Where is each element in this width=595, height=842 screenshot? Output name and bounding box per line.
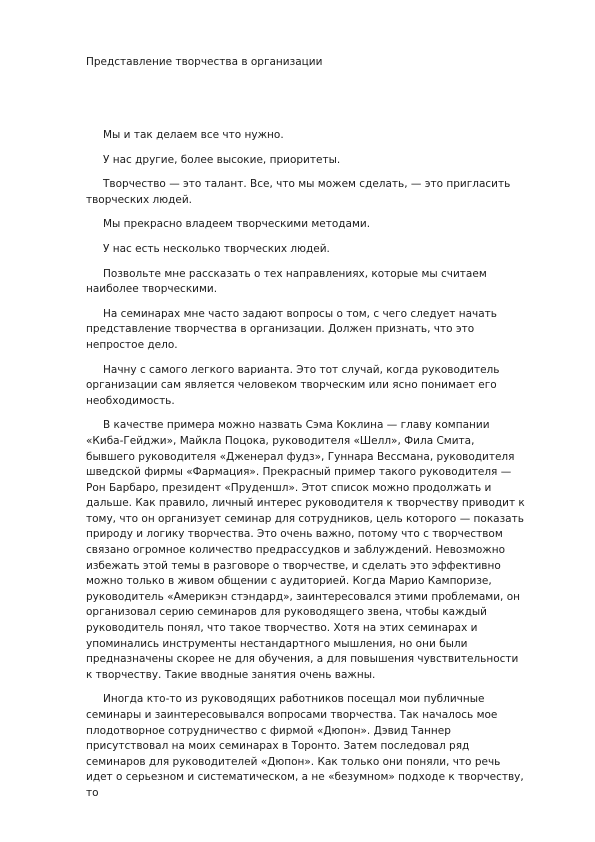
paragraph-2: У нас другие, более высокие, приоритеты. xyxy=(103,153,341,166)
paragraph-3: Творчество — это талант. Все, что мы можем сделать, — это пригласить творческих людей. xyxy=(86,178,511,206)
paragraph-10: Иногда кто-то из руководящих работников посещал мои публичные семинары и заинтересовывался вопросами творчества. Так началось мое плодотворное сотрудничество с фирмой «Дюпон». Дэвид Таннер присутствовал на моих семинарах в Торонто. Затем последовал ряд семинаров для руководителей «Дюпон». Как только они поняли, что речь идет о серьезном и систематическом, а не «безумном» подходе к творчеству, то xyxy=(86,693,524,799)
paragraph-8: Начну с самого легкого варианта. Это тот случай, когда руководитель организации сам является человеком творческим или ясно понимает его необходимость. xyxy=(86,363,500,407)
document-title: Представление творчества в организации xyxy=(86,56,323,68)
paragraph-1: Мы и так делаем все что нужно. xyxy=(103,129,284,141)
paragraph-9: В качестве примера можно назвать Сэма Коклина — главу компании «Киба-Гейджи», Майкла Поцока, руководителя «Шелл», Фила Смита, бывшего руководителя «Дженерал фудз», Гуннара Вессмана, руководителя шведской фирмы «Фармация». Прекрасный пример такого руководителя — Рон Барбаро, президент «Пруденшл». Этот список можно продолжать и дальше. Как правило, личный интерес руководителя к творчеству приводит к тому, что он организует семинар для сотрудников, цель которого — показать природу и логику творчества. Это очень важно, потому что с творчеством связано огромное количество предрассудков и заблуждений. Невозможно избежать этой темы в разговоре о творчестве, и сделать это эффективно можно только в живом общении с аудиторией. Когда Марио Кампоризе, руководитель «Америкэн стэндард», заинтересовался этими проблемами, он организовал серию семинаров для руководящего звена, чтобы каждый руководитель понял, что такое творчество. Хотя на этих семинарах и упоминались инструменты нестандартного мышления, но они были предназначены скорее не для обучения, а для повышения чувствительности к творчеству. Такие вводные занятия очень важны. xyxy=(86,419,525,681)
paragraph-7: На семинарах мне часто задают вопросы о том, с чего следует начать представление творчества в организации. Должен признать, что это непростое дело. xyxy=(86,307,497,351)
paragraph-6: Позвольте мне рассказать о тех направлениях, которые мы считаем наиболее творческими. xyxy=(86,267,487,296)
paragraph-5: У нас есть несколько творческих людей. xyxy=(103,242,330,255)
paragraph-4: Мы прекрасно владеем творческими методами. xyxy=(103,218,371,231)
document-body xyxy=(86,128,526,811)
